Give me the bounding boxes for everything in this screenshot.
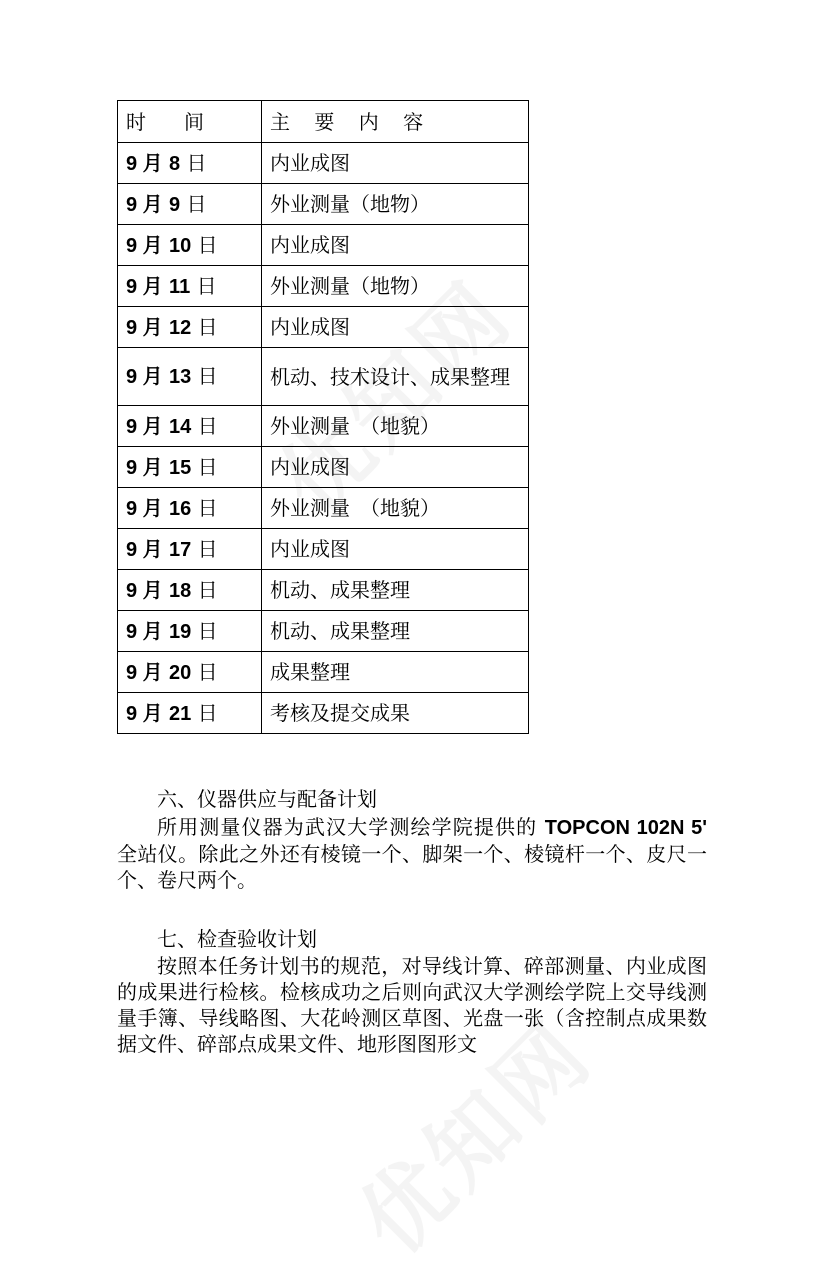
content-cell: 成果整理: [262, 652, 529, 693]
date-day: 13: [169, 366, 192, 388]
content-cell: 机动、技术设计、成果整理: [262, 348, 529, 406]
date-cell: [118, 447, 262, 488]
date-day: 18: [169, 579, 192, 602]
date-cell: [118, 529, 262, 570]
date-month: 9 月: [126, 415, 163, 438]
table-row: [118, 693, 529, 734]
date-unit: 日: [197, 314, 218, 339]
date-unit: 日: [197, 495, 218, 520]
date-unit: 日: [197, 700, 218, 725]
date-day: 14: [169, 415, 192, 438]
content-cell: 内业成图: [262, 447, 529, 488]
date-month: 9 月: [126, 620, 163, 643]
content-cell: 机动、成果整理: [262, 570, 529, 611]
date-month: 9 月: [126, 234, 163, 257]
date-unit: 日: [197, 413, 218, 438]
date-cell: [118, 611, 262, 652]
content-cell: 内业成图: [262, 225, 529, 266]
date-cell: [118, 652, 262, 693]
date-day: 11: [169, 275, 191, 298]
date-month: 9 月: [126, 366, 163, 388]
schedule-table: [117, 100, 529, 734]
table-row: [118, 225, 529, 266]
date-cell: [118, 184, 262, 225]
date-day: 17: [169, 538, 192, 561]
date-month: 9 月: [126, 275, 163, 298]
date-day: 8: [169, 152, 181, 175]
date-cell: [118, 693, 262, 734]
content-cell: 机动、成果整理: [262, 611, 529, 652]
date-day: 9: [169, 193, 181, 216]
header-content: 主 要 内 容: [262, 101, 529, 143]
table-header-row: [118, 101, 529, 143]
date-month: 9 月: [126, 316, 163, 339]
content-cell: 考核及提交成果: [262, 693, 529, 734]
date-day: 15: [169, 456, 192, 479]
date-day: 12: [169, 316, 192, 339]
content-cell: 内业成图: [262, 143, 529, 184]
table-row: [118, 143, 529, 184]
table-row: [118, 611, 529, 652]
table-row: [118, 266, 529, 307]
table-row: [118, 406, 529, 447]
table-row: [118, 529, 529, 570]
table-row: [118, 570, 529, 611]
date-unit: 日: [197, 232, 218, 257]
section-6-text-end: 全站仪。除此之外还有棱镜一个、脚架一个、棱镜杆一个、皮尺一个、卷尺两个。: [117, 842, 707, 892]
section-7-paragraph: 按照本任务计划书的规范，对导线计算、碎部测量、内业成图的成果进行检核。检核成功之后则向武汉大学测绘学院上交导线测量手簿、导线略图、大花岭测区草图、光盘一张（含控制点成果数据文件、碎部点成果文件、地形图图形文: [117, 954, 707, 1056]
date-unit: 日: [197, 536, 218, 561]
table-row: [118, 447, 529, 488]
date-cell: [118, 488, 262, 529]
table-row: [118, 307, 529, 348]
date-cell: [118, 143, 262, 184]
section-7-heading: 七、检查验收计划: [157, 927, 317, 951]
date-unit: 日: [186, 191, 207, 216]
date-unit: 日: [197, 618, 218, 643]
date-month: 9 月: [126, 456, 163, 479]
date-month: 9 月: [126, 193, 163, 216]
section-6-text-start: 所用测量仪器为武汉大学测绘学院提供的: [157, 815, 538, 839]
content-cell: 内业成图: [262, 529, 529, 570]
date-unit: 日: [197, 454, 218, 479]
date-month: 9 月: [126, 538, 163, 561]
date-cell: [118, 570, 262, 611]
date-month: 9 月: [126, 497, 163, 520]
table-row: [118, 348, 529, 406]
date-month: 9 月: [126, 579, 163, 602]
date-cell: [118, 266, 262, 307]
content-cell: 外业测量（地物）: [262, 266, 529, 307]
instrument-model: TOPCON 102N 5': [544, 817, 708, 839]
date-month: 9 月: [126, 702, 163, 725]
section-6-heading: 六、仪器供应与配备计划: [157, 787, 377, 811]
date-month: 9 月: [126, 661, 163, 684]
date-day: 21: [169, 702, 192, 725]
date-day: 19: [169, 620, 192, 643]
date-cell: [118, 406, 262, 447]
date-cell: [118, 348, 262, 406]
content-cell: 外业测量（地物）: [262, 184, 529, 225]
table-row: [118, 652, 529, 693]
date-day: 10: [169, 234, 192, 257]
date-day: 20: [169, 661, 192, 684]
date-cell: [118, 307, 262, 348]
date-unit: 日: [197, 577, 218, 602]
date-day: 16: [169, 497, 192, 520]
table-row: [118, 184, 529, 225]
content-cell: 外业测量 （地貌）: [262, 488, 529, 529]
header-time: 时 间: [118, 101, 262, 143]
content-cell: 内业成图: [262, 307, 529, 348]
date-month: 9 月: [126, 152, 163, 175]
date-unit: 日: [186, 150, 207, 175]
date-unit: 日: [196, 273, 217, 298]
date-unit: 日: [197, 659, 218, 684]
section-6-paragraph: [117, 814, 707, 893]
table-row: [118, 488, 529, 529]
date-cell: [118, 225, 262, 266]
content-cell: 外业测量 （地貌）: [262, 406, 529, 447]
date-unit: 日: [197, 364, 218, 388]
